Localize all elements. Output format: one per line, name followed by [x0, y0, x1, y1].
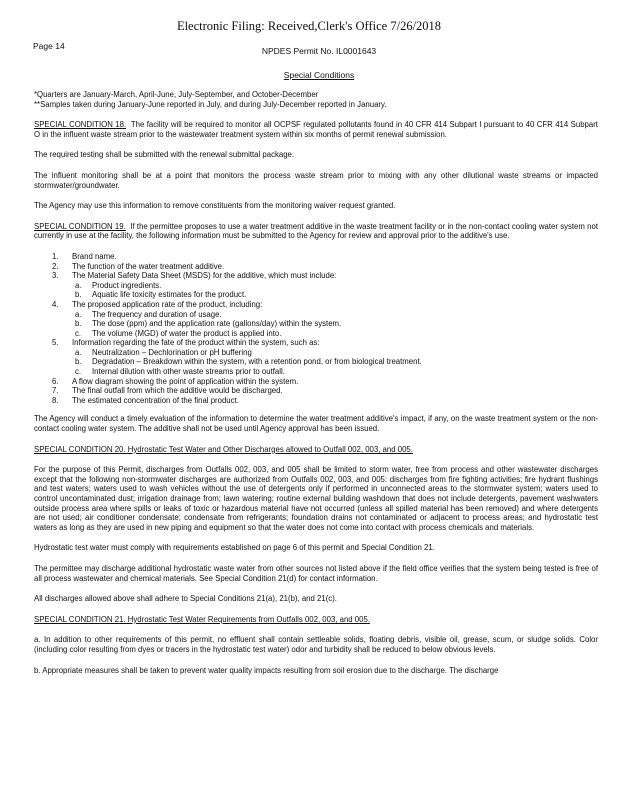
- sub-item: a. Product ingredients.: [75, 280, 162, 290]
- footnotes: [34, 90, 598, 109]
- paragraph: The Agency may use this information to remove constituents from the monitoring waiver request granted.: [34, 201, 396, 211]
- list-item: 8. The estimated concentration of the final product.: [52, 395, 239, 405]
- filing-stamp: Electronic Filing: Received,Clerk's Office 7/26/2018: [176, 19, 442, 33]
- list-item: 2. The function of the water treatment additive.: [52, 261, 225, 271]
- page-number: Page 14: [33, 41, 65, 51]
- special-condition-19: [34, 222, 598, 241]
- paragraph: b. Appropriate measures shall be taken to prevent water quality impacts resulting from soil erosion due to the discharge. The discharge: [34, 665, 499, 675]
- condition-text: The facility will be required to monitor all OCPSF regulated pollutants found in 40 CFR 414 Subpart I pursuant to 40 CFR 414 Subpart O in the influent waste stream prior to the wastewater treatment system within six months of permit renewal submission.: [34, 120, 598, 139]
- paragraph: The Agency will conduct a timely evaluation of the information to determine the water treatment additive's impact, if any, on the waste treatment system or the non-contact cooling water system. The additive shall not be used until Agency approval has been issued.: [34, 414, 598, 434]
- sub-list: [72, 348, 598, 377]
- sub-item: b. Degradation – Breakdown within the system, with a retention pond, or from biological treatment.: [75, 357, 422, 367]
- sub-list: [72, 281, 598, 300]
- sub-item: c. The volume (MGD) of water the product is applied into.: [75, 328, 282, 338]
- sub-item: b. Aquatic life toxicity estimates for the product.: [75, 290, 247, 300]
- section-title: Special Conditions: [283, 70, 355, 80]
- list-item: 7. The final outfall from which the additive would be discharged.: [52, 386, 283, 396]
- footnote: *Quarters are January-March, April-June, July-September, and October-December: [34, 90, 319, 99]
- paragraph: For the purpose of this Permit, discharges from Outfalls 002, 003, and 005 shall be limited to storm water, free from process and other wastewater discharges except that the following non-stormwater discharges are authorized from Outfalls 002, 003, and 005: discharges from fire fighting activities; fire hydrant flushings and test waters; waters used to wash vehicles without the use of detergents only if performed in unconnected areas to the stormwater system; waters used to control uncontaminated dust; irrigation drainage from; lawn watering; routine external building washdown that does not include detergents, pavement washwaters outside process area where spills or leaks of toxic or hazardous material have not occurred (unless all spilled material has been removed) and where detergents are not used; air conditioner condensate; condensate from refrigerants; foundation drains not contaminated or adjacent to process areas; and hydrostatic test waters as long as they are used in new piping and equipment so that the water does not come into contact with process chemicals and materials.: [34, 465, 598, 532]
- footnote: **Samples taken during January-June reported in July, and during July-December reported in January.: [34, 99, 387, 109]
- sub-list: [72, 310, 598, 339]
- special-condition-20-heading: SPECIAL CONDITION 20. Hydrostatic Test Water and Other Discharges allowed to Outfall 002, 003, and 005.: [34, 444, 413, 454]
- special-condition-18: [34, 120, 598, 139]
- condition-label: SPECIAL CONDITION 19.: [34, 221, 126, 231]
- special-condition-21-heading: SPECIAL CONDITION 21. Hydrostatic Test Water Requirements from Outfalls 002, 003, and 005.: [34, 614, 370, 624]
- paragraph: The required testing shall be submitted with the renewal submittal package.: [34, 150, 295, 160]
- permit-number: NPDES Permit No. IL0001643: [261, 46, 377, 56]
- sub-item: a. The frequency and duration of usage.: [75, 309, 222, 319]
- list-item: 4. The proposed application rate of the product, including: a. The frequency and duration of usage. b. The dose (ppm) and the application rate (gallons/day) within the system. c. The volume (MGD) of water the product is applied into.: [34, 300, 598, 338]
- paragraph: a. In addition to other requirements of this permit, no effluent shall contain settleable solids, floating debris, visible oil, grease, scum, or sludge solids. Color (including color resulting from dyes or tracers in the hydrostatic test water) odor and turbidity shall be reduced to below obvious levels.: [34, 635, 598, 654]
- document-body: [34, 90, 598, 686]
- list-item: 1. Brand name.: [52, 251, 117, 261]
- list-item: 3. The Material Safety Data Sheet (MSDS) for the additive, which must include: a. Product ingredients. b. Aquatic life toxicity estimates for the product.: [34, 271, 598, 300]
- sub-item: a. Neutralization – Dechlorination or pH buffering: [75, 347, 252, 357]
- sub-item: b. The dose (ppm) and the application rate (gallons/day) within the system.: [75, 319, 342, 329]
- condition-text: If the permittee proposes to use a water treatment additive in the waste treatment facility or in the non-contact cooling water system not currently in use at the facility, the following information must be submitted to the Agency for review and approval prior to the additive's use.: [34, 221, 598, 241]
- paragraph: The influent monitoring shall be at a point that monitors the process waste stream prior to mixing with any other dilutional waste streams or impacted stormwater/groundwater.: [34, 170, 598, 190]
- additive-requirements-list: [34, 252, 598, 406]
- condition-label: SPECIAL CONDITION 18.: [34, 120, 127, 130]
- paragraph: Hydrostatic test water must comply with requirements established on page 6 of this permit and Special Condition 21.: [34, 543, 435, 553]
- paragraph: The permittee may discharge additional hydrostatic waste water from other sources not listed above if the field office verifies that the system being tested is free of all process wastewater and chemical materials. See Special Condition 21(d) for contact information.: [34, 563, 598, 583]
- list-item: 6. A flow diagram showing the point of application within the system.: [52, 376, 299, 386]
- paragraph: All discharges allowed above shall adhere to Special Conditions 21(a), 21(b), and 21(c).: [34, 594, 337, 604]
- list-item: 5. Information regarding the fate of the product within the system, such as: a. Neutralization – Dechlorination or pH buffering b. Degradation – Breakdown within the system, with a retention pond, or from biological treatment. c. Internal dilution with other waste streams prior to outfall.: [34, 338, 598, 376]
- sub-item: c. Internal dilution with other waste streams prior to outfall.: [75, 367, 285, 377]
